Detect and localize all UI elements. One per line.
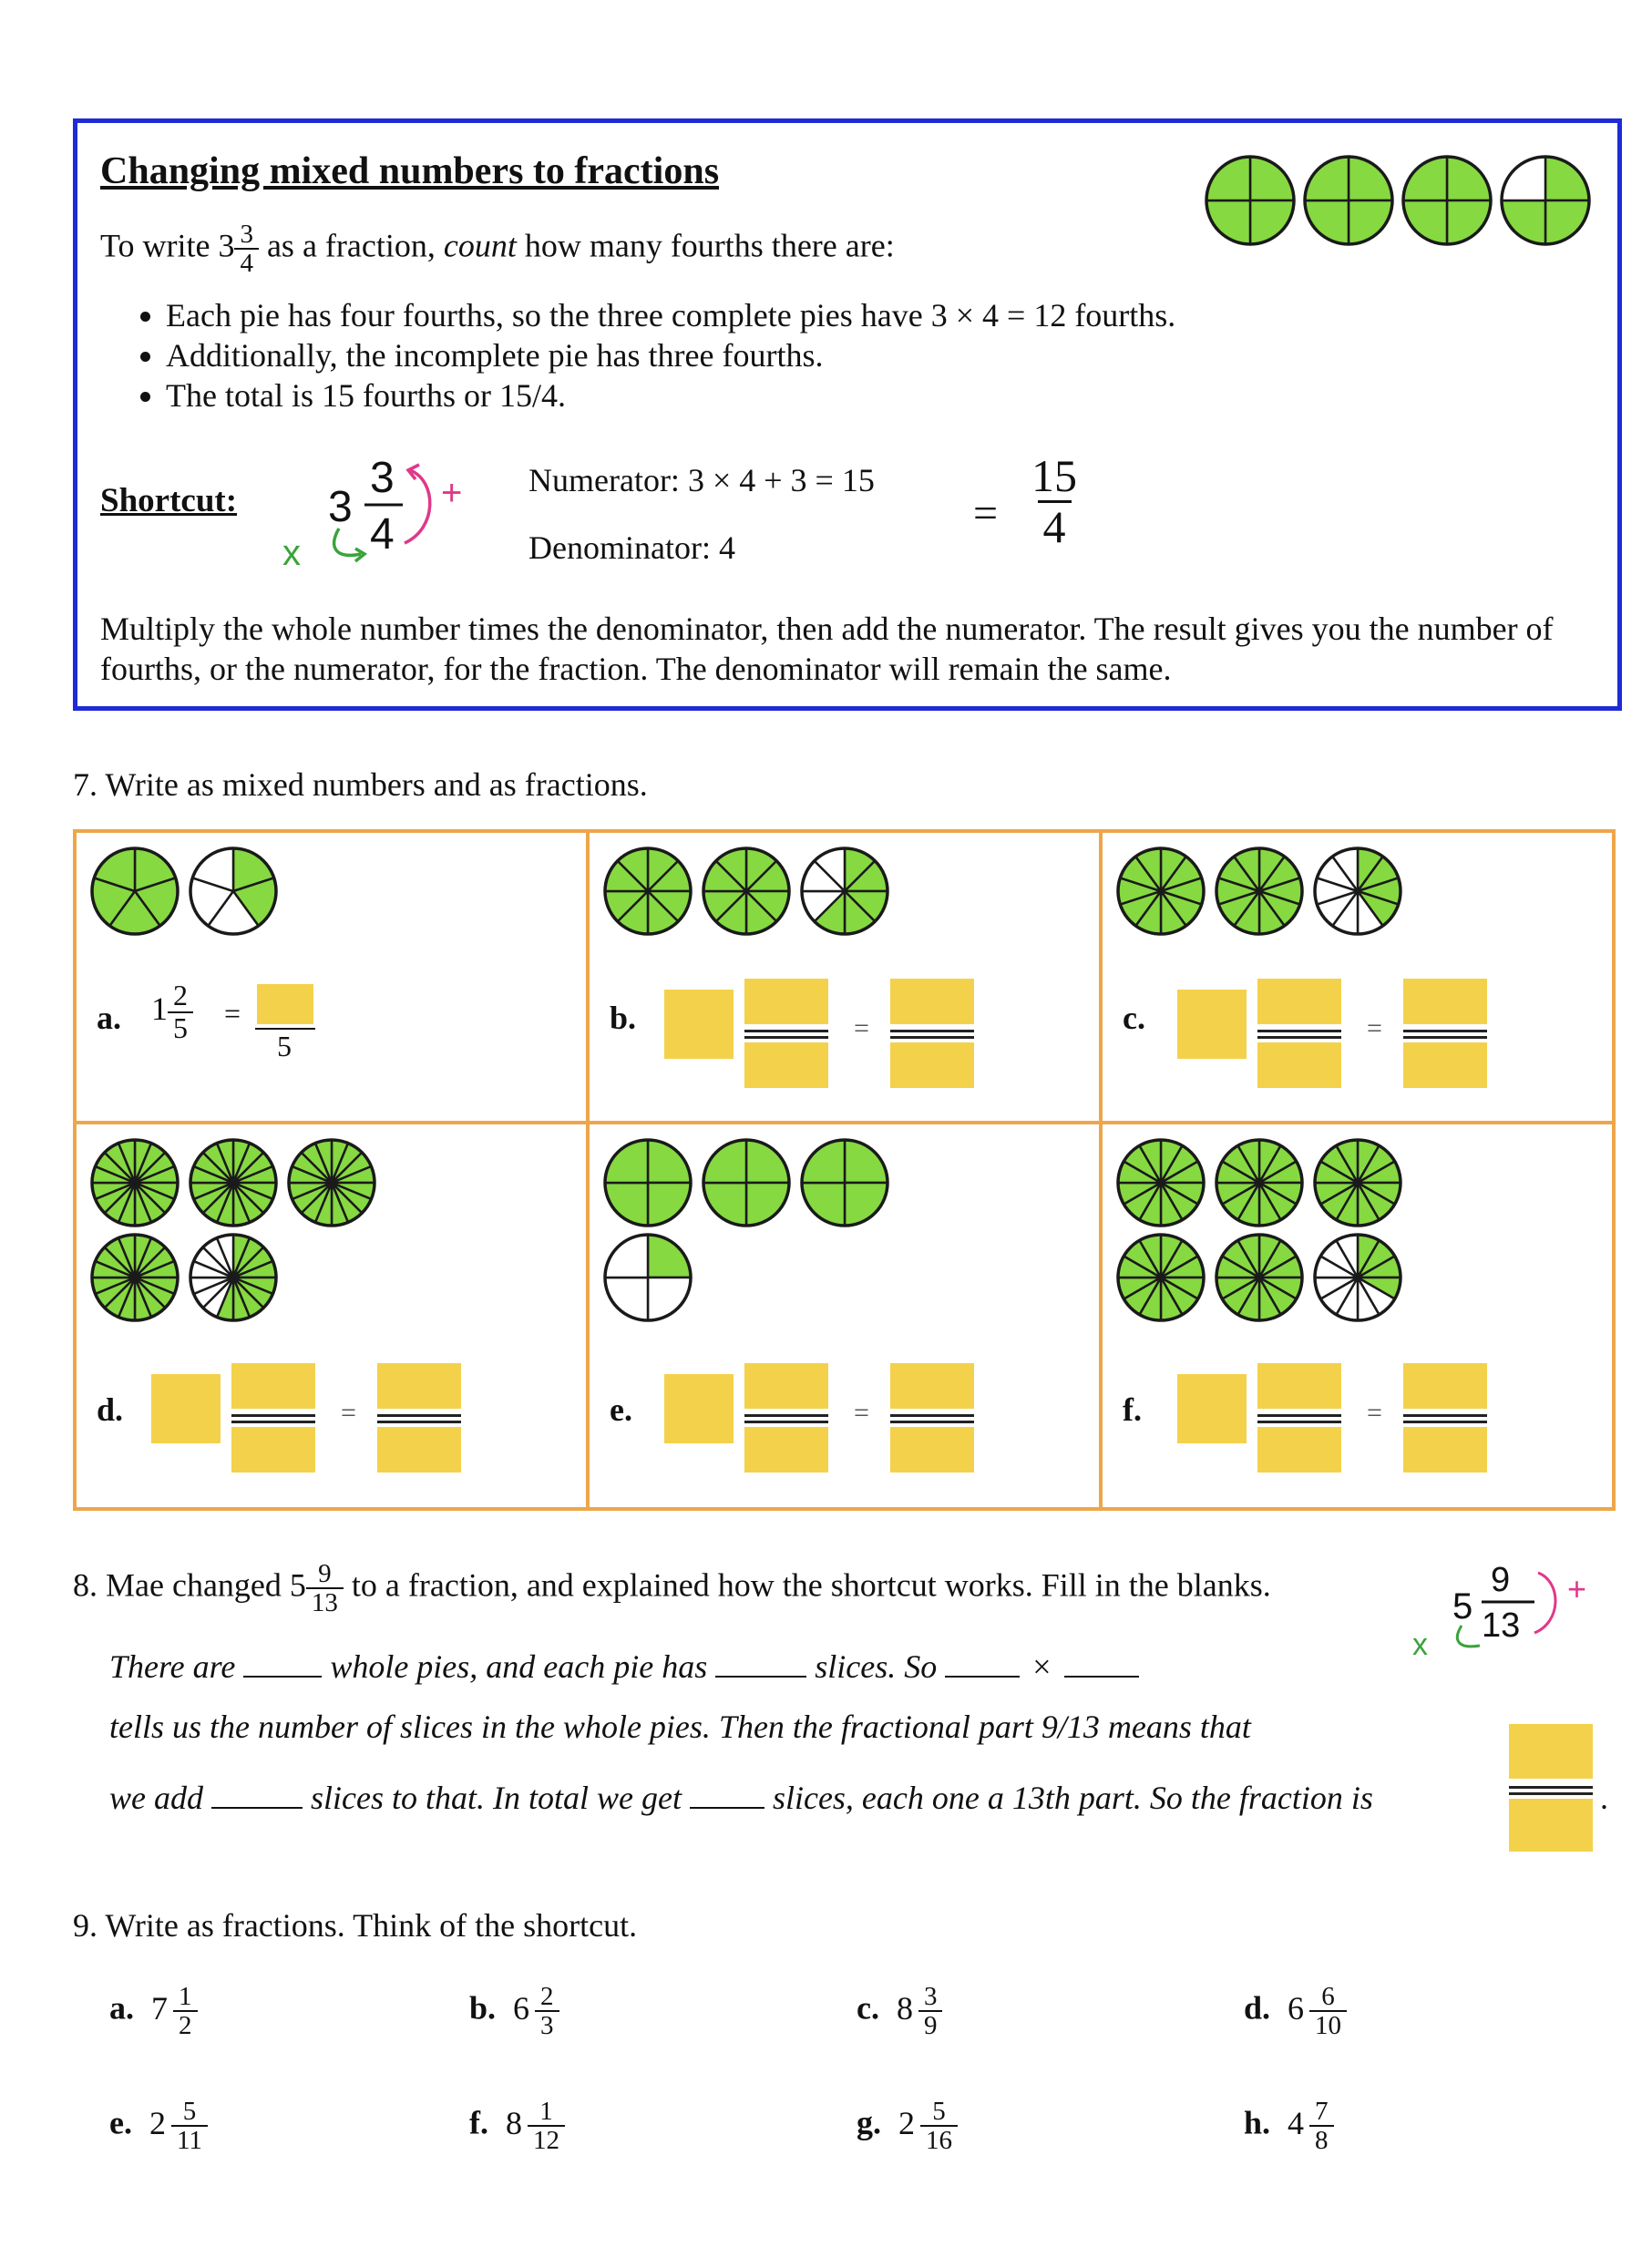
q7-label: e. xyxy=(610,1391,632,1428)
q7-pie xyxy=(802,1140,888,1226)
q7-label: b. xyxy=(610,1000,637,1036)
q7-equals: = xyxy=(1367,1398,1382,1428)
q7a-answer-box[interactable] xyxy=(257,984,313,1024)
numerator-line: Numerator: 3 × 4 + 3 = 15 xyxy=(528,462,875,498)
q8-shortcut-num: 9 xyxy=(1491,1561,1511,1599)
q8-blank-3[interactable] xyxy=(945,1676,1020,1678)
q9-den: 10 xyxy=(1309,2010,1347,2039)
q7-whole-box[interactable] xyxy=(151,1374,221,1443)
q7-equals: = xyxy=(1367,1013,1382,1043)
q8-prompt-fraction xyxy=(306,1560,344,1617)
q9-item-c xyxy=(857,1983,942,2040)
q7-cell-c xyxy=(1099,829,1616,1124)
q8-blank-4[interactable] xyxy=(1064,1676,1139,1678)
q7-pie xyxy=(605,1235,691,1320)
q7-pie xyxy=(1216,848,1302,934)
q8-line-3 xyxy=(109,1779,1373,1817)
times-x: x xyxy=(282,533,301,573)
q9-fraction xyxy=(528,2098,565,2155)
q7-pie xyxy=(703,848,789,934)
q7-pies xyxy=(1115,1137,1589,1329)
q7-mixed-bar xyxy=(744,1030,828,1039)
q7-pie xyxy=(1216,1235,1302,1320)
shortcut-label: Shortcut: xyxy=(100,482,238,519)
q9-fraction xyxy=(1309,2098,1334,2155)
q8-answer-den-box[interactable] xyxy=(1509,1799,1593,1852)
q8-prompt xyxy=(73,1560,1271,1617)
q7-pies xyxy=(602,846,1076,946)
q7-result-den-box[interactable] xyxy=(377,1427,461,1473)
q7-result-bar xyxy=(1403,1030,1487,1039)
q9-den: 8 xyxy=(1309,2125,1334,2154)
q9-whole: 4 xyxy=(1288,2104,1305,2141)
q7-mixed-num-box[interactable] xyxy=(744,979,828,1024)
q7-pies xyxy=(89,1137,563,1329)
q8-times: × xyxy=(1032,1648,1052,1685)
q9-whole: 6 xyxy=(1288,1989,1305,2027)
shortcut-diagram xyxy=(273,437,492,583)
intro-pies xyxy=(1203,150,1595,251)
q7-result-num-box[interactable] xyxy=(377,1363,461,1409)
q7-equals: = xyxy=(854,1013,869,1043)
intro-pie xyxy=(1502,157,1589,244)
q7a-result-den: 5 xyxy=(277,1030,292,1062)
lead-mid: as a fraction, xyxy=(258,227,444,264)
q7-mixed-den-box[interactable] xyxy=(1257,1427,1341,1473)
q8-answer-bar xyxy=(1509,1786,1593,1795)
shortcut-whole: 3 xyxy=(328,483,353,531)
q7-result-den-box[interactable] xyxy=(1403,1042,1487,1088)
q7-pie xyxy=(92,848,178,934)
q9-prompt: 9. Write as fractions. Think of the shortcut. xyxy=(73,1907,638,1944)
q7-pie xyxy=(1315,1140,1401,1226)
q9-item-b xyxy=(469,1983,559,2040)
q8-shortcut-figure xyxy=(1392,1549,1620,1668)
lead-den: 4 xyxy=(234,248,259,277)
q9-label: a. xyxy=(109,1989,134,2027)
q7-result-den-box[interactable] xyxy=(1403,1427,1487,1473)
intro-pie xyxy=(1403,157,1491,244)
q8-shortcut-whole: 5 xyxy=(1452,1586,1473,1627)
q8-multiply-arrow-icon xyxy=(1457,1626,1480,1647)
q8-line-1 xyxy=(109,1647,1139,1686)
q9-num: 6 xyxy=(1321,1982,1335,2011)
q7-whole-box[interactable] xyxy=(1177,1374,1247,1443)
q7-result-bar xyxy=(1403,1414,1487,1423)
q9-whole: 2 xyxy=(898,2104,915,2141)
q7-mixed-num-box[interactable] xyxy=(1257,1363,1341,1409)
q7-pie xyxy=(1315,848,1401,934)
q7-cell-e xyxy=(586,1121,1103,1511)
bullet-3: • The total is 15 fourths or 15/4. xyxy=(166,375,1558,416)
q9-den: 3 xyxy=(535,2010,559,2039)
intro-pie xyxy=(1305,157,1392,244)
q7-equals: = xyxy=(341,1398,356,1428)
q7-pie xyxy=(605,848,691,934)
q7-result-bar xyxy=(377,1414,461,1423)
q8-line1-b: whole pies, and each pie has xyxy=(322,1648,716,1685)
q7-pie xyxy=(703,1140,789,1226)
q7-pies xyxy=(1115,846,1589,946)
q9-fraction xyxy=(535,1983,559,2040)
q7-pie xyxy=(190,1235,276,1320)
q7-pie xyxy=(1118,848,1204,934)
q9-num: 3 xyxy=(923,1982,938,2011)
q9-whole: 8 xyxy=(506,2104,522,2141)
denominator-line: Denominator: 4 xyxy=(528,529,735,566)
q7-cell-b xyxy=(586,829,1103,1124)
result-den: 4 xyxy=(1038,500,1072,551)
q9-item-a xyxy=(109,1983,198,2040)
q7-pie xyxy=(1118,1140,1204,1226)
q9-item-f xyxy=(469,2098,565,2155)
q9-item-h xyxy=(1244,2098,1334,2155)
q9-label: b. xyxy=(469,1989,497,2027)
q7-cell-a xyxy=(73,829,590,1124)
q8-shortcut-diagram xyxy=(1392,1549,1620,1668)
q9-fraction xyxy=(171,2098,208,2155)
q7-cell-f xyxy=(1099,1121,1616,1511)
q7-pie xyxy=(1315,1235,1401,1320)
q7a-den: 5 xyxy=(168,1011,193,1044)
q8-line3-c: slices, each one a 13th part. So the fraction is xyxy=(764,1780,1373,1816)
q9-item-d xyxy=(1244,1983,1347,2040)
q7-cell-d xyxy=(73,1121,590,1511)
q7-mixed-bar xyxy=(1257,1414,1341,1423)
q7-result-den-box[interactable] xyxy=(890,1427,974,1473)
result-fraction xyxy=(1026,452,1083,550)
shortcut-figure xyxy=(273,437,492,583)
q7-pie xyxy=(802,848,888,934)
lead-num: 3 xyxy=(240,220,253,249)
q7a-num: 2 xyxy=(173,979,188,1011)
shortcut-num: 3 xyxy=(370,454,395,502)
shortcut-den: 4 xyxy=(370,510,395,559)
q7-result-num-box[interactable] xyxy=(1403,1363,1487,1409)
q7-mixed-bar xyxy=(231,1414,315,1423)
q8-times-x: x xyxy=(1412,1627,1428,1662)
q9-label: f. xyxy=(469,2104,488,2141)
q7a-whole: 1 xyxy=(151,990,168,1027)
lead-fraction xyxy=(234,221,259,278)
lead-text: To write 3 xyxy=(100,227,235,264)
result-num: 15 xyxy=(1031,450,1077,501)
q7-mixed-den-box[interactable] xyxy=(231,1427,315,1473)
q7-label: d. xyxy=(97,1391,124,1428)
q9-whole: 8 xyxy=(896,1989,913,2027)
q9-num: 1 xyxy=(179,1982,192,2011)
result-equals: = xyxy=(973,489,999,538)
q9-label: h. xyxy=(1244,2104,1271,2141)
q9-num: 5 xyxy=(932,2097,946,2126)
q9-den: 11 xyxy=(171,2125,208,2154)
lead-after: how many fourths there are: xyxy=(516,227,895,264)
q9-den: 9 xyxy=(918,2010,943,2039)
q7-mixed-bar xyxy=(744,1414,828,1423)
q9-fraction xyxy=(918,1983,943,2040)
q9-num: 2 xyxy=(540,1982,554,2011)
q9-item-g xyxy=(857,2098,958,2155)
q7-whole-box[interactable] xyxy=(1177,990,1247,1059)
q7-mixed-num-box[interactable] xyxy=(744,1363,828,1409)
q8-line1-a: There are xyxy=(109,1648,244,1685)
q8-answer-num-box[interactable] xyxy=(1509,1724,1593,1779)
q7-label: a. xyxy=(97,1000,121,1036)
q7-label: c. xyxy=(1123,1000,1145,1036)
q9-label: d. xyxy=(1244,1989,1271,2027)
q8-line1-c: slices. So xyxy=(806,1648,946,1685)
q9-num: 7 xyxy=(1315,2097,1329,2126)
q9-num: 1 xyxy=(539,2097,553,2126)
bullet-1: • Each pie has four fourths, so the three complete pies have 3 × 4 = 12 fourths. xyxy=(166,295,1558,335)
intro-pie-group xyxy=(1203,150,1595,251)
q7-pies xyxy=(89,846,563,946)
q8-line3-end: . xyxy=(1600,1780,1608,1816)
q8-blank-5[interactable] xyxy=(211,1807,303,1809)
q7-result-num-box[interactable] xyxy=(890,1363,974,1409)
q7-pie xyxy=(289,1140,375,1226)
add-arrow-icon xyxy=(405,470,430,543)
intro-pie xyxy=(1206,157,1294,244)
lead-count: count xyxy=(443,227,517,264)
q9-fraction xyxy=(920,2098,958,2155)
q9-den: 12 xyxy=(528,2125,565,2154)
q8-line-2: tells us the number of slices in the whole pies. Then the fractional part 9/13 means that xyxy=(109,1709,1251,1745)
plus-sign: + xyxy=(441,473,463,513)
q7-grid xyxy=(73,829,1613,1507)
q7-pie xyxy=(1216,1140,1302,1226)
q8-blank-6[interactable] xyxy=(690,1807,764,1809)
q9-den: 2 xyxy=(173,2010,198,2039)
q8-shortcut-den: 13 xyxy=(1482,1606,1521,1645)
intro-explanation: Multiply the whole number times the denominator, then add the numerator. The result gives you the number of fourths, or the numerator, for the fraction. The denominator will remain the same. xyxy=(100,611,1554,687)
q7-pie xyxy=(92,1140,178,1226)
q8-plus-sign: + xyxy=(1567,1570,1587,1607)
q7-pie xyxy=(92,1235,178,1320)
q8-prompt-num: 9 xyxy=(318,1559,332,1588)
q8-line3-b: slices to that. In total we get xyxy=(303,1780,690,1816)
q7-pie xyxy=(1118,1235,1204,1320)
q7-equals: = xyxy=(854,1398,869,1428)
q7-mixed-num-box[interactable] xyxy=(231,1363,315,1409)
q9-whole: 7 xyxy=(151,1989,168,2027)
q8-add-arrow-icon xyxy=(1534,1573,1555,1633)
q8-prompt-after: to a fraction, and explained how the shortcut works. Fill in the blanks. xyxy=(343,1566,1271,1604)
q7-pie xyxy=(190,1140,276,1226)
q7-result-num-box[interactable] xyxy=(890,979,974,1024)
q8-prompt-den: 13 xyxy=(306,1587,344,1616)
q9-label: g. xyxy=(857,2104,881,2141)
q7a-mixed-number xyxy=(151,980,193,1043)
q7-mixed-den-box[interactable] xyxy=(744,1427,828,1473)
intro-title: Changing mixed numbers to fractions xyxy=(100,150,720,192)
intro-bullets xyxy=(100,295,1558,416)
q7-whole-box[interactable] xyxy=(664,990,734,1059)
q7-result-bar xyxy=(890,1030,974,1039)
q7-pie xyxy=(190,848,276,934)
q7-whole-box[interactable] xyxy=(664,1374,734,1443)
q9-fraction xyxy=(173,1983,198,2040)
q8-blank-2[interactable] xyxy=(715,1676,806,1678)
q7a-equals: = xyxy=(224,997,241,1030)
q9-num: 5 xyxy=(182,2097,197,2126)
q9-whole: 6 xyxy=(513,1989,530,2027)
q7-mixed-den-box[interactable] xyxy=(1257,1042,1341,1088)
q9-den: 16 xyxy=(920,2125,958,2154)
q9-label: e. xyxy=(109,2104,132,2141)
q9-fraction xyxy=(1309,1983,1347,2040)
q7-pies xyxy=(602,1137,1076,1329)
q9-whole: 2 xyxy=(149,2104,166,2141)
q7-mixed-den-box[interactable] xyxy=(744,1042,828,1088)
q8-blank-1[interactable] xyxy=(243,1676,322,1678)
q7-result-bar xyxy=(890,1414,974,1423)
intro-lead xyxy=(100,221,895,278)
q7-mixed-num-box[interactable] xyxy=(1257,979,1341,1024)
q8-prompt-text: 8. Mae changed 5 xyxy=(73,1566,306,1604)
q7-prompt: 7. Write as mixed numbers and as fractions. xyxy=(73,766,648,803)
q7-pie xyxy=(605,1140,691,1226)
q7-result-den-box[interactable] xyxy=(890,1042,974,1088)
q7-mixed-bar xyxy=(1257,1030,1341,1039)
q8-line3-a: we add xyxy=(109,1780,211,1816)
q7-label: f. xyxy=(1123,1391,1142,1428)
q9-label: c. xyxy=(857,1989,879,2027)
q7-result-num-box[interactable] xyxy=(1403,979,1487,1024)
bullet-2: • Additionally, the incomplete pie has three fourths. xyxy=(166,335,1558,375)
q9-item-e xyxy=(109,2098,208,2155)
